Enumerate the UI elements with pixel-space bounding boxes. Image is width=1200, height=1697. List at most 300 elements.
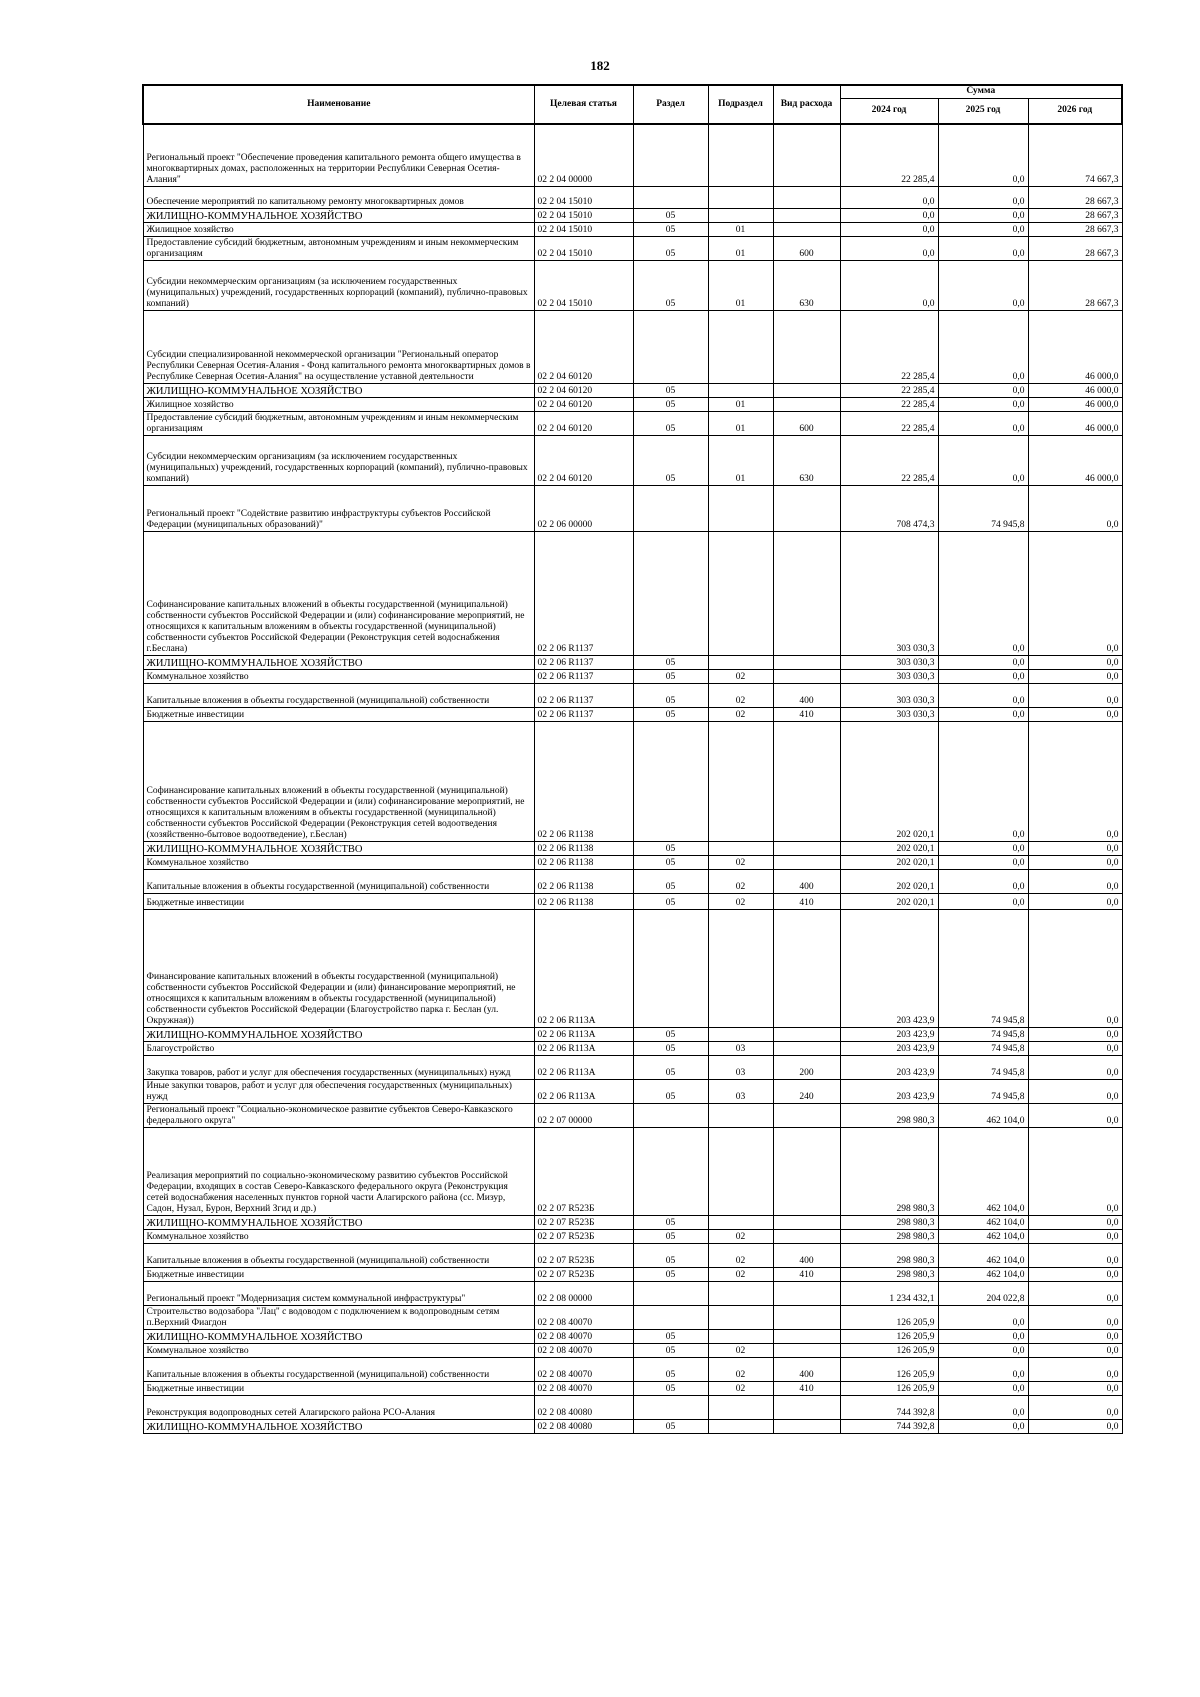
row-target-article: 02 2 08 40070 bbox=[534, 1329, 633, 1343]
row-amount-2025: 74 945,8 bbox=[938, 1027, 1028, 1041]
row-target-article: 02 2 06 R113A bbox=[534, 1079, 633, 1103]
row-amount-2026: 0,0 bbox=[1028, 1343, 1122, 1357]
header-target-article: Целевая статья bbox=[534, 85, 633, 124]
row-subsection: 02 bbox=[708, 1357, 773, 1381]
row-amount-2024: 303 030,3 bbox=[840, 669, 938, 683]
row-name: Коммунальное хозяйство bbox=[143, 669, 534, 683]
row-subsection bbox=[708, 1329, 773, 1343]
row-subsection bbox=[708, 310, 773, 383]
table-row bbox=[143, 1305, 1122, 1329]
row-amount-2024: 0,0 bbox=[840, 222, 938, 236]
row-target-article: 02 2 06 R113A bbox=[534, 1055, 633, 1079]
table-row bbox=[143, 1229, 1122, 1243]
row-amount-2026: 0,0 bbox=[1028, 721, 1122, 841]
row-target-article: 02 2 08 40070 bbox=[534, 1357, 633, 1381]
row-target-article: 02 2 04 00000 bbox=[534, 124, 633, 186]
row-amount-2024: 0,0 bbox=[840, 186, 938, 208]
table-row bbox=[143, 485, 1122, 531]
row-target-article: 02 2 06 R1138 bbox=[534, 841, 633, 855]
row-amount-2025: 0,0 bbox=[938, 1395, 1028, 1419]
row-name: Коммунальное хозяйство bbox=[143, 855, 534, 869]
row-amount-2024: 298 980,3 bbox=[840, 1243, 938, 1267]
table-row bbox=[143, 531, 1122, 655]
row-amount-2024: 202 020,1 bbox=[840, 841, 938, 855]
row-amount-2024: 22 285,4 bbox=[840, 124, 938, 186]
row-section: 05 bbox=[633, 855, 708, 869]
row-name: Жилищное хозяйство bbox=[143, 222, 534, 236]
row-amount-2026: 0,0 bbox=[1028, 655, 1122, 669]
table-row bbox=[143, 1079, 1122, 1103]
row-amount-2026: 46 000,0 bbox=[1028, 397, 1122, 411]
row-section: 05 bbox=[633, 869, 708, 893]
row-amount-2025: 0,0 bbox=[938, 411, 1028, 435]
row-amount-2025: 462 104,0 bbox=[938, 1243, 1028, 1267]
row-amount-2026: 0,0 bbox=[1028, 1229, 1122, 1243]
row-section: 05 bbox=[633, 260, 708, 310]
row-amount-2024: 203 423,9 bbox=[840, 1079, 938, 1103]
row-name: ЖИЛИЩНО-КОММУНАЛЬНОЕ ХОЗЯЙСТВО bbox=[143, 208, 534, 222]
row-expense-type bbox=[773, 186, 840, 208]
row-amount-2024: 126 205,9 bbox=[840, 1381, 938, 1395]
row-target-article: 02 2 04 60120 bbox=[534, 397, 633, 411]
row-section: 05 bbox=[633, 707, 708, 721]
header-expense-type: Вид расхода bbox=[773, 85, 840, 124]
row-section: 05 bbox=[633, 1041, 708, 1055]
header-year-2024: 2024 год bbox=[840, 98, 938, 124]
row-amount-2024: 203 423,9 bbox=[840, 909, 938, 1027]
row-name: Субсидии специализированной некоммерческой организации "Региональный оператор Республики Северная Осетия-Алания - Фонд капитального ремонта многоквартирных домов в Республике Северная Осетия-Алания" на осуществление уставной деятельности bbox=[143, 310, 534, 383]
row-name: ЖИЛИЩНО-КОММУНАЛЬНОЕ ХОЗЯЙСТВО bbox=[143, 1419, 534, 1433]
row-amount-2025: 462 104,0 bbox=[938, 1229, 1028, 1243]
row-target-article: 02 2 08 40080 bbox=[534, 1419, 633, 1433]
table-row bbox=[143, 869, 1122, 893]
row-amount-2024: 298 980,3 bbox=[840, 1229, 938, 1243]
row-name: Бюджетные инвестиции bbox=[143, 1381, 534, 1395]
table-row bbox=[143, 1103, 1122, 1127]
row-subsection: 02 bbox=[708, 1267, 773, 1281]
row-amount-2025: 0,0 bbox=[938, 1381, 1028, 1395]
row-name: Обеспечение мероприятий по капитальному ремонту многоквартирных домов bbox=[143, 186, 534, 208]
table-row bbox=[143, 1329, 1122, 1343]
row-subsection: 02 bbox=[708, 707, 773, 721]
row-target-article: 02 2 04 60120 bbox=[534, 411, 633, 435]
row-subsection: 02 bbox=[708, 683, 773, 707]
row-expense-type bbox=[773, 1027, 840, 1041]
row-subsection bbox=[708, 909, 773, 1027]
row-subsection bbox=[708, 1215, 773, 1229]
row-name: Региональный проект "Обеспечение проведения капитального ремонта общего имущества в многоквартирных домах, расположенных на территории Республики Северная Осетия-Алания" bbox=[143, 124, 534, 186]
row-section: 05 bbox=[633, 1381, 708, 1395]
table-row bbox=[143, 683, 1122, 707]
row-amount-2026: 28 667,3 bbox=[1028, 236, 1122, 260]
row-expense-type bbox=[773, 841, 840, 855]
row-target-article: 02 2 07 R523Б bbox=[534, 1243, 633, 1267]
table-row bbox=[143, 721, 1122, 841]
row-name: Предоставление субсидий бюджетным, автономным учреждениям и иным некоммерческим организациям bbox=[143, 411, 534, 435]
row-subsection bbox=[708, 124, 773, 186]
row-name: Иные закупки товаров, работ и услуг для обеспечения государственных (муниципальных) нужд bbox=[143, 1079, 534, 1103]
row-target-article: 02 2 06 R1138 bbox=[534, 869, 633, 893]
row-amount-2026: 0,0 bbox=[1028, 707, 1122, 721]
table-row bbox=[143, 1243, 1122, 1267]
table-row bbox=[143, 260, 1122, 310]
header-year-2025: 2025 год bbox=[938, 98, 1028, 124]
row-name: Бюджетные инвестиции bbox=[143, 1267, 534, 1281]
row-amount-2025: 74 945,8 bbox=[938, 485, 1028, 531]
row-subsection: 02 bbox=[708, 855, 773, 869]
row-subsection: 02 bbox=[708, 669, 773, 683]
table-row bbox=[143, 435, 1122, 485]
row-expense-type bbox=[773, 721, 840, 841]
table-row bbox=[143, 236, 1122, 260]
table-row bbox=[143, 397, 1122, 411]
row-subsection: 03 bbox=[708, 1079, 773, 1103]
row-amount-2025: 0,0 bbox=[938, 1329, 1028, 1343]
row-section bbox=[633, 1281, 708, 1305]
row-section: 05 bbox=[633, 1267, 708, 1281]
row-amount-2024: 126 205,9 bbox=[840, 1305, 938, 1329]
row-amount-2026: 0,0 bbox=[1028, 869, 1122, 893]
row-subsection: 01 bbox=[708, 397, 773, 411]
row-amount-2024: 0,0 bbox=[840, 208, 938, 222]
row-section: 05 bbox=[633, 208, 708, 222]
row-section: 05 bbox=[633, 397, 708, 411]
budget-table bbox=[142, 84, 1123, 1434]
row-amount-2026: 0,0 bbox=[1028, 1395, 1122, 1419]
row-amount-2025: 0,0 bbox=[938, 893, 1028, 909]
row-amount-2024: 298 980,3 bbox=[840, 1267, 938, 1281]
row-target-article: 02 2 06 R1137 bbox=[534, 531, 633, 655]
table-row bbox=[143, 208, 1122, 222]
row-section: 05 bbox=[633, 1343, 708, 1357]
row-amount-2025: 0,0 bbox=[938, 383, 1028, 397]
row-name: Коммунальное хозяйство bbox=[143, 1343, 534, 1357]
row-expense-type: 410 bbox=[773, 707, 840, 721]
row-amount-2026: 28 667,3 bbox=[1028, 208, 1122, 222]
row-name: Капитальные вложения в объекты государственной (муниципальной) собственности bbox=[143, 683, 534, 707]
row-amount-2026: 0,0 bbox=[1028, 531, 1122, 655]
row-section: 05 bbox=[633, 1243, 708, 1267]
row-expense-type bbox=[773, 485, 840, 531]
row-target-article: 02 2 06 R1137 bbox=[534, 655, 633, 669]
row-amount-2025: 462 104,0 bbox=[938, 1267, 1028, 1281]
row-name: Региональный проект "Социально-экономическое развитие субъектов Северо-Кавказского федерального округа" bbox=[143, 1103, 534, 1127]
row-expense-type bbox=[773, 124, 840, 186]
row-expense-type bbox=[773, 208, 840, 222]
row-name: Капитальные вложения в объекты государственной (муниципальной) собственности bbox=[143, 869, 534, 893]
row-amount-2025: 74 945,8 bbox=[938, 1055, 1028, 1079]
row-name: Субсидии некоммерческим организациям (за исключением государственных (муниципальных) учреждений, государственных корпораций (компаний), публично-правовых компаний) bbox=[143, 260, 534, 310]
row-expense-type bbox=[773, 1041, 840, 1055]
row-target-article: 02 2 07 00000 bbox=[534, 1103, 633, 1127]
row-target-article: 02 2 04 15010 bbox=[534, 260, 633, 310]
page-number: 182 bbox=[590, 58, 610, 73]
row-amount-2024: 303 030,3 bbox=[840, 655, 938, 669]
row-amount-2024: 202 020,1 bbox=[840, 721, 938, 841]
row-expense-type: 400 bbox=[773, 1357, 840, 1381]
row-section bbox=[633, 1305, 708, 1329]
row-amount-2024: 298 980,3 bbox=[840, 1215, 938, 1229]
row-amount-2026: 0,0 bbox=[1028, 1419, 1122, 1433]
row-amount-2024: 126 205,9 bbox=[840, 1343, 938, 1357]
row-amount-2025: 462 104,0 bbox=[938, 1127, 1028, 1215]
table-row bbox=[143, 655, 1122, 669]
row-name: Бюджетные инвестиции bbox=[143, 707, 534, 721]
row-target-article: 02 2 06 R113A bbox=[534, 1027, 633, 1041]
table-row bbox=[143, 1395, 1122, 1419]
row-expense-type: 600 bbox=[773, 411, 840, 435]
row-amount-2026: 0,0 bbox=[1028, 1381, 1122, 1395]
row-amount-2025: 0,0 bbox=[938, 208, 1028, 222]
row-amount-2026: 28 667,3 bbox=[1028, 260, 1122, 310]
row-target-article: 02 2 08 40070 bbox=[534, 1343, 633, 1357]
row-subsection: 01 bbox=[708, 236, 773, 260]
row-target-article: 02 2 07 R523Б bbox=[534, 1127, 633, 1215]
row-name: ЖИЛИЩНО-КОММУНАЛЬНОЕ ХОЗЯЙСТВО bbox=[143, 1027, 534, 1041]
row-amount-2026: 0,0 bbox=[1028, 1215, 1122, 1229]
row-expense-type: 400 bbox=[773, 683, 840, 707]
table-row bbox=[143, 1215, 1122, 1229]
row-target-article: 02 2 06 R1138 bbox=[534, 855, 633, 869]
row-name: ЖИЛИЩНО-КОММУНАЛЬНОЕ ХОЗЯЙСТВО bbox=[143, 841, 534, 855]
row-section: 05 bbox=[633, 1329, 708, 1343]
row-amount-2025: 0,0 bbox=[938, 721, 1028, 841]
row-section bbox=[633, 1127, 708, 1215]
row-amount-2026: 0,0 bbox=[1028, 909, 1122, 1027]
row-target-article: 02 2 06 R113A bbox=[534, 1041, 633, 1055]
row-section: 05 bbox=[633, 893, 708, 909]
row-name: Благоустройство bbox=[143, 1041, 534, 1055]
row-expense-type bbox=[773, 1329, 840, 1343]
table-header bbox=[143, 85, 1122, 124]
row-expense-type: 630 bbox=[773, 435, 840, 485]
row-name: Жилищное хозяйство bbox=[143, 397, 534, 411]
row-amount-2025: 462 104,0 bbox=[938, 1103, 1028, 1127]
row-name: Закупка товаров, работ и услуг для обеспечения государственных (муниципальных) нужд bbox=[143, 1055, 534, 1079]
row-target-article: 02 2 07 R523Б bbox=[534, 1215, 633, 1229]
row-subsection bbox=[708, 186, 773, 208]
row-section: 05 bbox=[633, 655, 708, 669]
row-amount-2025: 0,0 bbox=[938, 1305, 1028, 1329]
row-amount-2025: 0,0 bbox=[938, 869, 1028, 893]
row-expense-type bbox=[773, 310, 840, 383]
row-target-article: 02 2 06 R113A bbox=[534, 909, 633, 1027]
row-amount-2025: 0,0 bbox=[938, 1343, 1028, 1357]
table-row bbox=[143, 383, 1122, 397]
table-row bbox=[143, 707, 1122, 721]
row-section: 05 bbox=[633, 1079, 708, 1103]
row-target-article: 02 2 04 15010 bbox=[534, 186, 633, 208]
row-expense-type: 600 bbox=[773, 236, 840, 260]
row-amount-2025: 0,0 bbox=[938, 310, 1028, 383]
row-section bbox=[633, 531, 708, 655]
row-amount-2025: 0,0 bbox=[938, 260, 1028, 310]
row-amount-2025: 0,0 bbox=[938, 186, 1028, 208]
row-subsection: 01 bbox=[708, 222, 773, 236]
row-expense-type bbox=[773, 531, 840, 655]
row-target-article: 02 2 06 R1138 bbox=[534, 893, 633, 909]
row-name: Капитальные вложения в объекты государственной (муниципальной) собственности bbox=[143, 1357, 534, 1381]
row-amount-2026: 0,0 bbox=[1028, 841, 1122, 855]
row-target-article: 02 2 04 15010 bbox=[534, 208, 633, 222]
row-expense-type bbox=[773, 1229, 840, 1243]
header-section: Раздел bbox=[633, 85, 708, 124]
row-amount-2025: 74 945,8 bbox=[938, 909, 1028, 1027]
row-amount-2025: 204 022,8 bbox=[938, 1281, 1028, 1305]
table-row bbox=[143, 186, 1122, 208]
row-subsection: 02 bbox=[708, 1381, 773, 1395]
row-expense-type: 630 bbox=[773, 260, 840, 310]
row-amount-2026: 0,0 bbox=[1028, 1329, 1122, 1343]
row-subsection bbox=[708, 531, 773, 655]
table-body bbox=[143, 124, 1122, 1433]
row-amount-2026: 46 000,0 bbox=[1028, 310, 1122, 383]
row-expense-type bbox=[773, 855, 840, 869]
row-amount-2026: 0,0 bbox=[1028, 1357, 1122, 1381]
row-expense-type bbox=[773, 383, 840, 397]
row-amount-2025: 74 945,8 bbox=[938, 1041, 1028, 1055]
row-amount-2026: 0,0 bbox=[1028, 893, 1122, 909]
row-target-article: 02 2 04 15010 bbox=[534, 236, 633, 260]
table-row bbox=[143, 1281, 1122, 1305]
row-name: Финансирование капитальных вложений в объекты государственной (муниципальной) собственности субъектов Российской Федерации и (или) финансирование мероприятий, не относящихся к капитальным вложениям в объекты государственной (муниципальной) собственности субъектов Российской Федерации (Благоустройство парка г. Беслан (ул. Окружная)) bbox=[143, 909, 534, 1027]
row-amount-2024: 203 423,9 bbox=[840, 1041, 938, 1055]
row-section: 05 bbox=[633, 1229, 708, 1243]
row-expense-type: 240 bbox=[773, 1079, 840, 1103]
row-section: 05 bbox=[633, 1357, 708, 1381]
row-amount-2024: 22 285,4 bbox=[840, 397, 938, 411]
row-name: Софинансирование капитальных вложений в объекты государственной (муниципальной) собственности субъектов Российской Федерации и (или) софинансирование мероприятий, не относящихся к капитальным вложениям в объекты государственной (муниципальной) собственности субъектов Российской Федерации (Реконструкция сетей водоснабжения г.Беслана) bbox=[143, 531, 534, 655]
row-amount-2026: 0,0 bbox=[1028, 1127, 1122, 1215]
row-amount-2025: 0,0 bbox=[938, 435, 1028, 485]
row-target-article: 02 2 06 00000 bbox=[534, 485, 633, 531]
row-amount-2024: 744 392,8 bbox=[840, 1395, 938, 1419]
table-row bbox=[143, 669, 1122, 683]
row-section bbox=[633, 186, 708, 208]
row-expense-type bbox=[773, 1103, 840, 1127]
row-subsection bbox=[708, 841, 773, 855]
row-expense-type bbox=[773, 655, 840, 669]
row-target-article: 02 2 06 R1137 bbox=[534, 669, 633, 683]
row-expense-type: 410 bbox=[773, 1267, 840, 1281]
row-amount-2026: 28 667,3 bbox=[1028, 186, 1122, 208]
row-amount-2025: 0,0 bbox=[938, 855, 1028, 869]
row-amount-2024: 22 285,4 bbox=[840, 383, 938, 397]
row-target-article: 02 2 04 15010 bbox=[534, 222, 633, 236]
row-amount-2026: 0,0 bbox=[1028, 1041, 1122, 1055]
row-section: 05 bbox=[633, 669, 708, 683]
row-expense-type: 410 bbox=[773, 893, 840, 909]
row-amount-2024: 202 020,1 bbox=[840, 869, 938, 893]
row-expense-type bbox=[773, 1281, 840, 1305]
row-subsection: 03 bbox=[708, 1055, 773, 1079]
row-name: Коммунальное хозяйство bbox=[143, 1229, 534, 1243]
row-subsection bbox=[708, 208, 773, 222]
table-row bbox=[143, 841, 1122, 855]
row-subsection bbox=[708, 1281, 773, 1305]
table-row bbox=[143, 222, 1122, 236]
row-name: Региональный проект "Модернизация систем коммунальной инфраструктуры" bbox=[143, 1281, 534, 1305]
row-amount-2024: 202 020,1 bbox=[840, 893, 938, 909]
row-name: Субсидии некоммерческим организациям (за исключением государственных (муниципальных) учреждений, государственных корпораций (компаний), публично-правовых компаний) bbox=[143, 435, 534, 485]
row-target-article: 02 2 08 40070 bbox=[534, 1305, 633, 1329]
row-expense-type bbox=[773, 1343, 840, 1357]
row-expense-type bbox=[773, 1305, 840, 1329]
row-target-article: 02 2 04 60120 bbox=[534, 435, 633, 485]
row-expense-type bbox=[773, 909, 840, 1027]
row-expense-type: 400 bbox=[773, 869, 840, 893]
row-target-article: 02 2 06 R1137 bbox=[534, 683, 633, 707]
row-amount-2026: 28 667,3 bbox=[1028, 222, 1122, 236]
row-amount-2024: 298 980,3 bbox=[840, 1127, 938, 1215]
table-row bbox=[143, 1267, 1122, 1281]
row-section: 05 bbox=[633, 435, 708, 485]
row-subsection bbox=[708, 1419, 773, 1433]
row-amount-2024: 126 205,9 bbox=[840, 1329, 938, 1343]
table-row bbox=[143, 909, 1122, 1027]
row-target-article: 02 2 06 R1137 bbox=[534, 707, 633, 721]
row-amount-2024: 126 205,9 bbox=[840, 1357, 938, 1381]
row-subsection: 02 bbox=[708, 869, 773, 893]
row-section: 05 bbox=[633, 411, 708, 435]
row-target-article: 02 2 04 60120 bbox=[534, 310, 633, 383]
row-amount-2025: 0,0 bbox=[938, 124, 1028, 186]
row-subsection: 02 bbox=[708, 1343, 773, 1357]
row-amount-2026: 0,0 bbox=[1028, 485, 1122, 531]
header-year-2026: 2026 год bbox=[1028, 98, 1122, 124]
table-row bbox=[143, 893, 1122, 909]
row-amount-2024: 22 285,4 bbox=[840, 411, 938, 435]
row-name: ЖИЛИЩНО-КОММУНАЛЬНОЕ ХОЗЯЙСТВО bbox=[143, 1215, 534, 1229]
row-amount-2026: 0,0 bbox=[1028, 1305, 1122, 1329]
row-amount-2024: 0,0 bbox=[840, 260, 938, 310]
row-target-article: 02 2 08 00000 bbox=[534, 1281, 633, 1305]
table-row bbox=[143, 1343, 1122, 1357]
row-subsection bbox=[708, 655, 773, 669]
row-subsection bbox=[708, 1395, 773, 1419]
row-subsection bbox=[708, 1127, 773, 1215]
row-subsection bbox=[708, 721, 773, 841]
table-row bbox=[143, 1357, 1122, 1381]
table-row bbox=[143, 411, 1122, 435]
row-expense-type: 200 bbox=[773, 1055, 840, 1079]
row-amount-2025: 0,0 bbox=[938, 1419, 1028, 1433]
row-amount-2026: 0,0 bbox=[1028, 1103, 1122, 1127]
row-section: 05 bbox=[633, 683, 708, 707]
row-target-article: 02 2 04 60120 bbox=[534, 383, 633, 397]
row-amount-2024: 22 285,4 bbox=[840, 435, 938, 485]
header-name: Наименование bbox=[143, 85, 534, 124]
row-amount-2026: 0,0 bbox=[1028, 669, 1122, 683]
row-amount-2024: 744 392,8 bbox=[840, 1419, 938, 1433]
row-amount-2026: 0,0 bbox=[1028, 1267, 1122, 1281]
header-subsection: Подраздел bbox=[708, 85, 773, 124]
row-subsection: 02 bbox=[708, 1243, 773, 1267]
row-subsection bbox=[708, 383, 773, 397]
row-amount-2025: 0,0 bbox=[938, 531, 1028, 655]
row-amount-2024: 303 030,3 bbox=[840, 707, 938, 721]
row-name: Бюджетные инвестиции bbox=[143, 893, 534, 909]
row-subsection: 01 bbox=[708, 260, 773, 310]
row-expense-type: 410 bbox=[773, 1381, 840, 1395]
table-row bbox=[143, 310, 1122, 383]
row-expense-type bbox=[773, 1215, 840, 1229]
row-amount-2026: 74 667,3 bbox=[1028, 124, 1122, 186]
row-amount-2026: 46 000,0 bbox=[1028, 435, 1122, 485]
row-amount-2025: 0,0 bbox=[938, 669, 1028, 683]
row-subsection bbox=[708, 1305, 773, 1329]
row-amount-2025: 0,0 bbox=[938, 222, 1028, 236]
